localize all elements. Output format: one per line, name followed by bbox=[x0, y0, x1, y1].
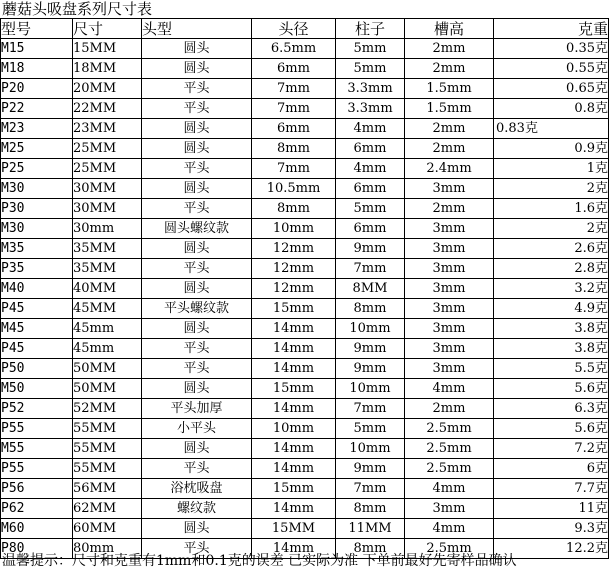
cell-groove-height[interactable]: 2mm bbox=[405, 199, 494, 219]
cell-size[interactable]: 45mm bbox=[73, 339, 142, 359]
cell-head-diameter[interactable]: 15mm bbox=[252, 379, 336, 399]
cell-post[interactable]: 3.3mm bbox=[336, 79, 405, 99]
header-cell-size[interactable]: 尺寸 bbox=[73, 19, 142, 39]
cell-model[interactable]: M30 bbox=[1, 219, 73, 239]
cell-post[interactable]: 6mm bbox=[336, 219, 405, 239]
cell-model[interactable]: P22 bbox=[1, 99, 73, 119]
cell-head-type[interactable]: 圆头 bbox=[142, 379, 252, 399]
cell-model[interactable]: P56 bbox=[1, 479, 73, 499]
table-row bbox=[1, 519, 609, 539]
cell-post[interactable]: 8mm bbox=[336, 299, 405, 319]
table-row bbox=[1, 139, 609, 159]
table-row bbox=[1, 39, 609, 59]
header-cell-model[interactable]: 型号 bbox=[1, 19, 73, 39]
cell-weight[interactable]: 5.6克 bbox=[494, 419, 609, 439]
cell-head-type[interactable]: 平头 bbox=[142, 99, 252, 119]
cell-head-type[interactable]: 圆头 bbox=[142, 179, 252, 199]
table-row bbox=[1, 59, 609, 79]
table-row bbox=[1, 479, 609, 499]
table-row bbox=[1, 239, 609, 259]
cell-post[interactable]: 6mm bbox=[336, 179, 405, 199]
cell-weight[interactable]: 2.6克 bbox=[494, 239, 609, 259]
cell-groove-height[interactable]: 2mm bbox=[405, 59, 494, 79]
cell-head-diameter[interactable]: 14mm bbox=[252, 399, 336, 419]
cell-groove-height[interactable]: 2.5mm bbox=[405, 539, 494, 559]
cell-head-diameter[interactable]: 8mm bbox=[252, 199, 336, 219]
cell-weight[interactable]: 2克 bbox=[494, 179, 609, 199]
cell-head-diameter[interactable]: 6.5mm bbox=[252, 39, 336, 59]
cell-model[interactable]: M55 bbox=[1, 439, 73, 459]
cell-groove-height[interactable]: 2.5mm bbox=[405, 439, 494, 459]
table-row bbox=[1, 499, 609, 519]
cell-model[interactable]: P52 bbox=[1, 399, 73, 419]
cell-post[interactable]: 10mm bbox=[336, 319, 405, 339]
table-row bbox=[1, 79, 609, 99]
table-row bbox=[1, 359, 609, 379]
cell-post[interactable]: 7mm bbox=[336, 399, 405, 419]
cell-post[interactable]: 4mm bbox=[336, 159, 405, 179]
cell-size[interactable]: 45mm bbox=[73, 319, 142, 339]
cell-head-diameter[interactable]: 7mm bbox=[252, 99, 336, 119]
cell-post[interactable]: 11MM bbox=[336, 519, 405, 539]
cell-groove-height[interactable]: 4mm bbox=[405, 519, 494, 539]
cell-groove-height[interactable]: 1.5mm bbox=[405, 79, 494, 99]
cell-groove-height[interactable]: 2.5mm bbox=[405, 459, 494, 479]
cell-head-type[interactable]: 小平头 bbox=[142, 419, 252, 439]
cell-head-type[interactable]: 平头 bbox=[142, 359, 252, 379]
cell-head-diameter[interactable]: 6mm bbox=[252, 119, 336, 139]
cell-size[interactable]: 40MM bbox=[73, 279, 142, 299]
cell-groove-height[interactable]: 4mm bbox=[405, 479, 494, 499]
cell-groove-height[interactable]: 3mm bbox=[405, 259, 494, 279]
cell-post[interactable]: 9mm bbox=[336, 339, 405, 359]
cell-head-diameter[interactable]: 10.5mm bbox=[252, 179, 336, 199]
cell-groove-height[interactable]: 3mm bbox=[405, 179, 494, 199]
sheet-title: 蘑菇头吸盘系列尺寸表 bbox=[2, 0, 153, 18]
cell-size[interactable]: 52MM bbox=[73, 399, 142, 419]
cell-size[interactable]: 35MM bbox=[73, 259, 142, 279]
cell-weight[interactable]: 2克 bbox=[494, 219, 609, 239]
cell-post[interactable]: 8MM bbox=[336, 279, 405, 299]
cell-post[interactable]: 5mm bbox=[336, 59, 405, 79]
cell-head-type[interactable]: 平头 bbox=[142, 339, 252, 359]
cell-head-type[interactable]: 平头螺纹款 bbox=[142, 299, 252, 319]
cell-model[interactable]: P55 bbox=[1, 419, 73, 439]
cell-head-type[interactable]: 圆头 bbox=[142, 119, 252, 139]
cell-head-type[interactable]: 螺纹款 bbox=[142, 499, 252, 519]
cell-size[interactable]: 56MM bbox=[73, 479, 142, 499]
cell-model[interactable]: P35 bbox=[1, 259, 73, 279]
table-row bbox=[1, 279, 609, 299]
cell-weight[interactable]: 3.8克 bbox=[494, 319, 609, 339]
cell-head-type[interactable]: 圆头 bbox=[142, 519, 252, 539]
cell-post[interactable]: 5mm bbox=[336, 39, 405, 59]
cell-head-diameter[interactable]: 14mm bbox=[252, 339, 336, 359]
cell-post[interactable]: 10mm bbox=[336, 379, 405, 399]
cell-head-type[interactable]: 平头 bbox=[142, 259, 252, 279]
cell-post[interactable]: 8mm bbox=[336, 499, 405, 519]
cell-weight[interactable]: 9.3克 bbox=[494, 519, 609, 539]
cell-model[interactable]: M25 bbox=[1, 139, 73, 159]
cell-head-diameter[interactable]: 14mm bbox=[252, 539, 336, 559]
cell-size[interactable]: 23MM bbox=[73, 119, 142, 139]
cell-head-diameter[interactable]: 6mm bbox=[252, 59, 336, 79]
cell-size[interactable]: 15MM bbox=[73, 39, 142, 59]
header-cell-head-diameter[interactable]: 头径 bbox=[252, 19, 336, 39]
cell-post[interactable]: 8mm bbox=[336, 539, 405, 559]
cell-head-diameter[interactable]: 12mm bbox=[252, 239, 336, 259]
cell-head-diameter[interactable]: 15mm bbox=[252, 299, 336, 319]
table-row bbox=[1, 419, 609, 439]
cell-groove-height[interactable]: 3mm bbox=[405, 279, 494, 299]
cell-size[interactable]: 30MM bbox=[73, 179, 142, 199]
cell-post[interactable]: 9mm bbox=[336, 459, 405, 479]
cell-groove-height[interactable]: 1.5mm bbox=[405, 99, 494, 119]
cell-weight[interactable]: 4.9克 bbox=[494, 299, 609, 319]
cell-model[interactable]: P45 bbox=[1, 339, 73, 359]
cell-post[interactable]: 5mm bbox=[336, 419, 405, 439]
header-row bbox=[1, 19, 609, 39]
cell-weight[interactable]: 0.55克 bbox=[494, 59, 609, 79]
cell-weight[interactable]: 0.83克 bbox=[494, 119, 609, 139]
cell-head-type[interactable]: 圆头 bbox=[142, 39, 252, 59]
cell-head-diameter[interactable]: 7mm bbox=[252, 79, 336, 99]
cell-post[interactable]: 5mm bbox=[336, 199, 405, 219]
cell-model[interactable]: P80 bbox=[1, 539, 73, 559]
cell-post[interactable]: 6mm bbox=[336, 139, 405, 159]
table-row bbox=[1, 399, 609, 419]
cell-head-type[interactable]: 平头 bbox=[142, 159, 252, 179]
cell-size[interactable]: 25MM bbox=[73, 139, 142, 159]
cell-weight[interactable]: 0.9克 bbox=[494, 139, 609, 159]
cell-size[interactable]: 20MM bbox=[73, 79, 142, 99]
cell-groove-height[interactable]: 3mm bbox=[405, 299, 494, 319]
cell-groove-height[interactable]: 3mm bbox=[405, 339, 494, 359]
cell-post[interactable]: 4mm bbox=[336, 119, 405, 139]
footer-note: 温馨提示：尺寸和克重有1mm和0.1克的误差 已实际为准 下单前最好先寄样品确认 bbox=[2, 553, 517, 569]
cell-post[interactable]: 7mm bbox=[336, 259, 405, 279]
cell-head-type[interactable]: 平头 bbox=[142, 199, 252, 219]
cell-groove-height[interactable]: 4mm bbox=[405, 379, 494, 399]
cell-weight[interactable]: 3.2克 bbox=[494, 279, 609, 299]
cell-post[interactable]: 10mm bbox=[336, 439, 405, 459]
table-row bbox=[1, 379, 609, 399]
cell-head-type[interactable]: 圆头 bbox=[142, 439, 252, 459]
cell-weight[interactable]: 7.2克 bbox=[494, 439, 609, 459]
cell-model[interactable]: M30 bbox=[1, 179, 73, 199]
cell-weight[interactable]: 12.2克 bbox=[494, 539, 609, 559]
cell-head-type[interactable]: 平头 bbox=[142, 539, 252, 559]
table-row bbox=[1, 319, 609, 339]
cell-model[interactable]: P30 bbox=[1, 199, 73, 219]
cell-model[interactable]: P55 bbox=[1, 459, 73, 479]
cell-weight[interactable]: 0.65克 bbox=[494, 79, 609, 99]
cell-model[interactable]: M40 bbox=[1, 279, 73, 299]
cell-weight[interactable]: 2.8克 bbox=[494, 259, 609, 279]
cell-size[interactable]: 50MM bbox=[73, 359, 142, 379]
cell-model[interactable]: M23 bbox=[1, 119, 73, 139]
cell-model[interactable]: P20 bbox=[1, 79, 73, 99]
cell-size[interactable]: 50MM bbox=[73, 379, 142, 399]
cell-head-diameter[interactable]: 10mm bbox=[252, 419, 336, 439]
cell-head-type[interactable]: 圆头 bbox=[142, 139, 252, 159]
cell-head-type[interactable]: 平头 bbox=[142, 79, 252, 99]
cell-post[interactable]: 3.3mm bbox=[336, 99, 405, 119]
cell-weight[interactable]: 6.3克 bbox=[494, 399, 609, 419]
cell-weight[interactable]: 3.8克 bbox=[494, 339, 609, 359]
cell-weight[interactable]: 11克 bbox=[494, 499, 609, 519]
cell-model[interactable]: M18 bbox=[1, 59, 73, 79]
cell-size[interactable]: 62MM bbox=[73, 499, 142, 519]
cell-head-diameter[interactable]: 15MM bbox=[252, 519, 336, 539]
table-row bbox=[1, 339, 609, 359]
cell-size[interactable]: 35MM bbox=[73, 239, 142, 259]
cell-head-diameter[interactable]: 14mm bbox=[252, 319, 336, 339]
cell-head-diameter[interactable]: 14mm bbox=[252, 499, 336, 519]
table-row bbox=[1, 299, 609, 319]
cell-head-diameter[interactable]: 12mm bbox=[252, 279, 336, 299]
cell-model[interactable]: M35 bbox=[1, 239, 73, 259]
table-row bbox=[1, 159, 609, 179]
table-row bbox=[1, 179, 609, 199]
cell-weight[interactable]: 7.7克 bbox=[494, 479, 609, 499]
cell-head-type[interactable]: 圆头 bbox=[142, 319, 252, 339]
cell-head-type[interactable]: 浴枕吸盘 bbox=[142, 479, 252, 499]
cell-groove-height[interactable]: 2mm bbox=[405, 119, 494, 139]
cell-size[interactable]: 55MM bbox=[73, 439, 142, 459]
cell-groove-height[interactable]: 2.5mm bbox=[405, 419, 494, 439]
cell-size[interactable]: 18MM bbox=[73, 59, 142, 79]
cell-model[interactable]: P62 bbox=[1, 499, 73, 519]
cell-head-diameter[interactable]: 8mm bbox=[252, 139, 336, 159]
cell-post[interactable]: 7mm bbox=[336, 479, 405, 499]
cell-weight[interactable]: 0.35克 bbox=[494, 39, 609, 59]
cell-model[interactable]: P25 bbox=[1, 159, 73, 179]
table-row bbox=[1, 99, 609, 119]
cell-head-type[interactable]: 圆头 bbox=[142, 279, 252, 299]
cell-head-type[interactable]: 圆头 bbox=[142, 59, 252, 79]
cell-model[interactable]: M15 bbox=[1, 39, 73, 59]
cell-size[interactable]: 60MM bbox=[73, 519, 142, 539]
cell-head-type[interactable]: 平头加厚 bbox=[142, 399, 252, 419]
table-row bbox=[1, 459, 609, 479]
cell-weight[interactable]: 1克 bbox=[494, 159, 609, 179]
cell-head-diameter[interactable]: 7mm bbox=[252, 159, 336, 179]
cell-groove-height[interactable]: 3mm bbox=[405, 319, 494, 339]
cell-groove-height[interactable]: 3mm bbox=[405, 499, 494, 519]
cell-size[interactable]: 22MM bbox=[73, 99, 142, 119]
cell-weight[interactable]: 6克 bbox=[494, 459, 609, 479]
cell-groove-height[interactable]: 3mm bbox=[405, 359, 494, 379]
cell-size[interactable]: 25MM bbox=[73, 159, 142, 179]
cell-head-type[interactable]: 圆头螺纹款 bbox=[142, 219, 252, 239]
cell-size[interactable]: 30mm bbox=[73, 219, 142, 239]
cell-weight[interactable]: 1.6克 bbox=[494, 199, 609, 219]
header-cell-post[interactable]: 柱子 bbox=[336, 19, 405, 39]
cell-head-diameter[interactable]: 14mm bbox=[252, 439, 336, 459]
cell-groove-height[interactable]: 2.4mm bbox=[405, 159, 494, 179]
cell-model[interactable]: M50 bbox=[1, 379, 73, 399]
cell-head-diameter[interactable]: 14mm bbox=[252, 359, 336, 379]
table-row bbox=[1, 439, 609, 459]
cell-post[interactable]: 9mm bbox=[336, 359, 405, 379]
header-cell-groove-height[interactable]: 槽高 bbox=[405, 19, 494, 39]
cell-groove-height[interactable]: 2mm bbox=[405, 139, 494, 159]
header-cell-weight[interactable]: 克重 bbox=[494, 19, 609, 39]
cell-groove-height[interactable]: 2mm bbox=[405, 399, 494, 419]
cell-head-diameter[interactable]: 14mm bbox=[252, 459, 336, 479]
cell-size[interactable]: 55MM bbox=[73, 459, 142, 479]
cell-weight[interactable]: 0.8克 bbox=[494, 99, 609, 119]
cell-post[interactable]: 9mm bbox=[336, 239, 405, 259]
cell-groove-height[interactable]: 3mm bbox=[405, 239, 494, 259]
cell-size[interactable]: 45MM bbox=[73, 299, 142, 319]
cell-head-type[interactable]: 圆头 bbox=[142, 239, 252, 259]
cell-model[interactable]: P50 bbox=[1, 359, 73, 379]
cell-size[interactable]: 55MM bbox=[73, 419, 142, 439]
table-row bbox=[1, 259, 609, 279]
cell-groove-height[interactable]: 3mm bbox=[405, 219, 494, 239]
cell-size[interactable]: 80mm bbox=[73, 539, 142, 559]
cell-size[interactable]: 30MM bbox=[73, 199, 142, 219]
header-cell-head-type[interactable]: 头型 bbox=[142, 19, 252, 39]
cell-model[interactable]: M45 bbox=[1, 319, 73, 339]
table-row bbox=[1, 199, 609, 219]
cell-head-diameter[interactable]: 12mm bbox=[252, 259, 336, 279]
size-table bbox=[0, 18, 609, 559]
table-row bbox=[1, 119, 609, 139]
cell-groove-height[interactable]: 2mm bbox=[405, 39, 494, 59]
cell-weight[interactable]: 5.5克 bbox=[494, 359, 609, 379]
table-row bbox=[1, 219, 609, 239]
cell-weight[interactable]: 5.6克 bbox=[494, 379, 609, 399]
cell-head-diameter[interactable]: 10mm bbox=[252, 219, 336, 239]
cell-head-type[interactable]: 平头 bbox=[142, 459, 252, 479]
cell-model[interactable]: P45 bbox=[1, 299, 73, 319]
cell-head-diameter[interactable]: 15mm bbox=[252, 479, 336, 499]
cell-model[interactable]: M60 bbox=[1, 519, 73, 539]
